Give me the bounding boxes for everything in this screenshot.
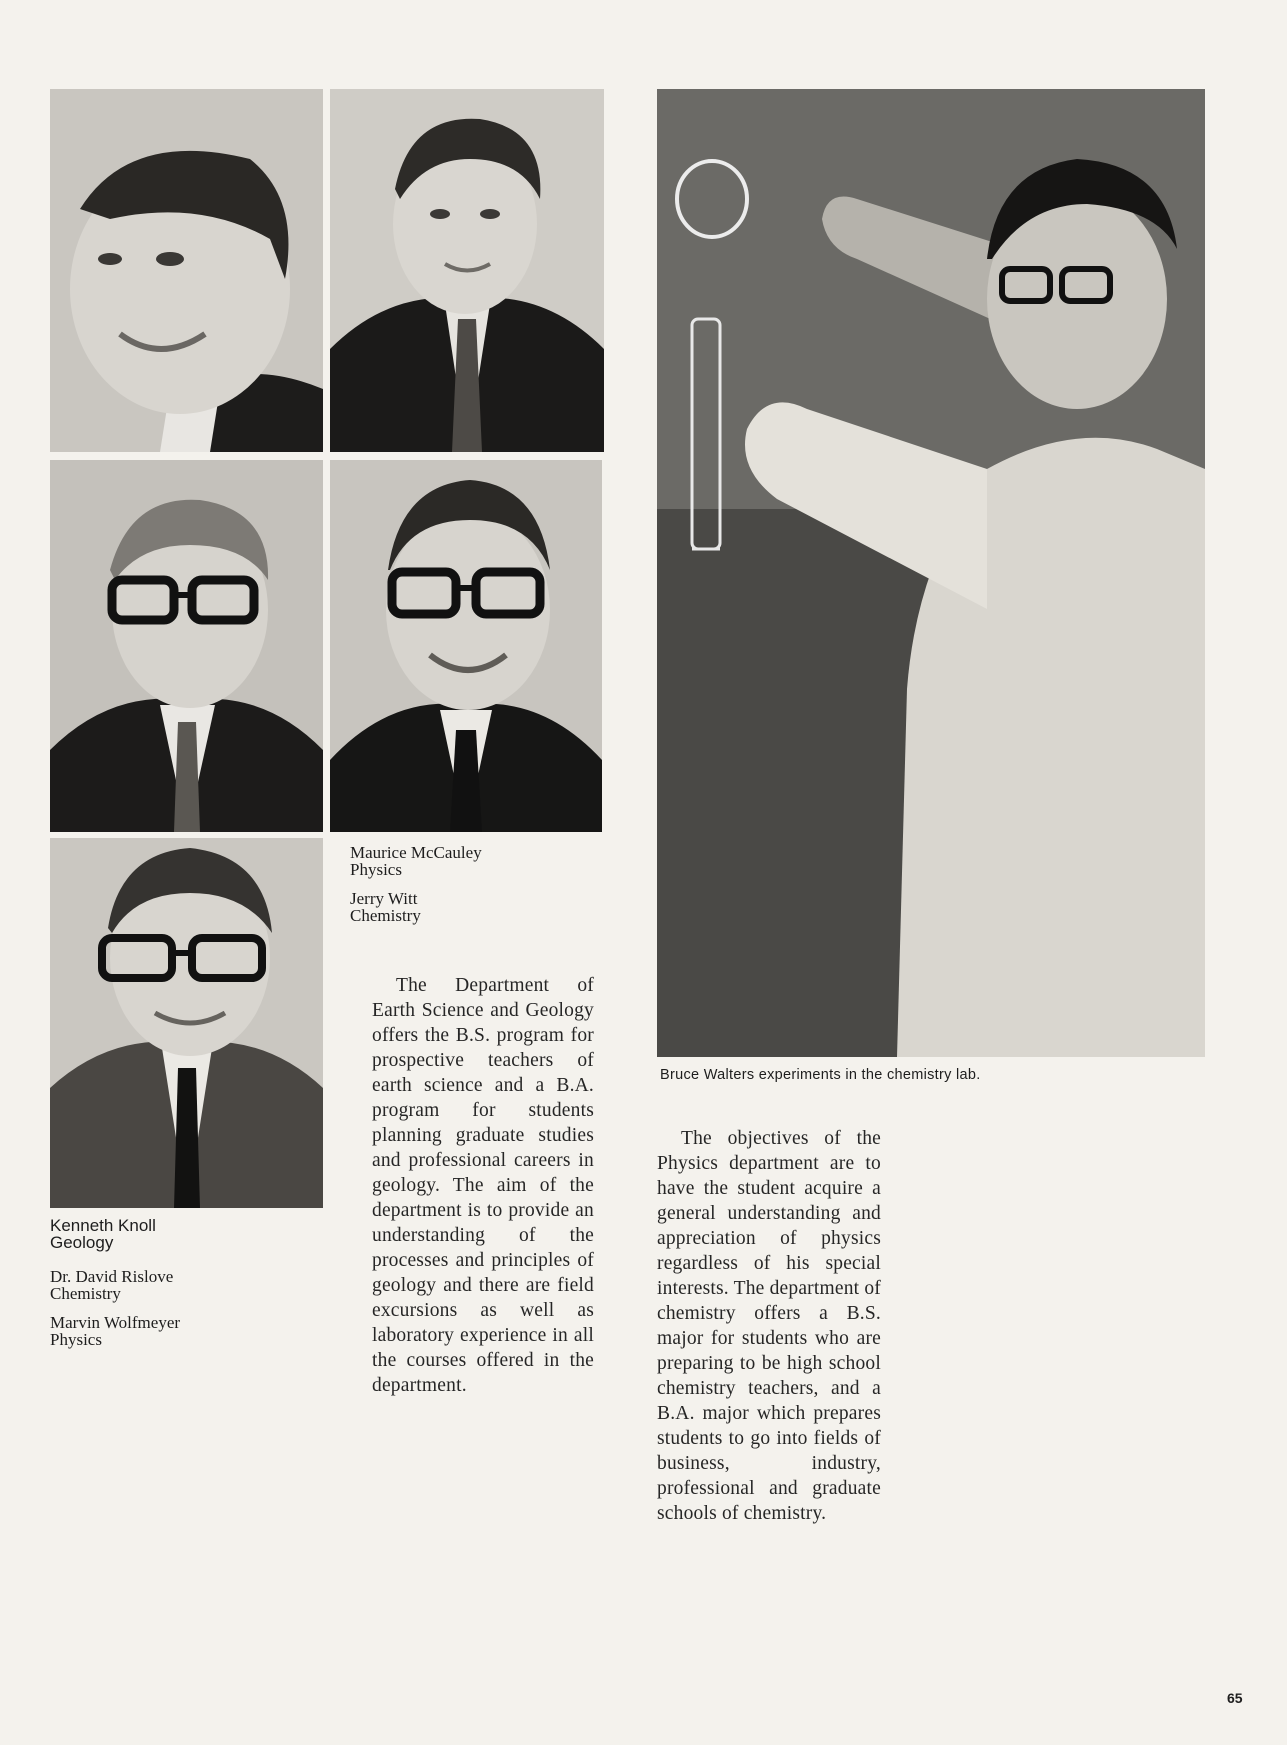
man-glasses-smiling-portrait-icon <box>330 460 602 832</box>
physics-paragraph <box>657 1126 881 1526</box>
portrait-photo-4 <box>330 460 602 832</box>
man-striped-tie-portrait-icon <box>330 89 604 452</box>
caption-item <box>50 1314 310 1348</box>
caption-item <box>50 1217 310 1251</box>
captions-right-group <box>350 844 600 936</box>
caption-item <box>350 844 600 878</box>
man-crew-cut-portrait-icon <box>50 89 323 452</box>
physics-text: The objectives of the Physics department are to have the student acquire a general understanding and appreciation of physics regardless of his special interests. The department of chemistry offers a B.S. major for students who are preparing to be high school chemistry teachers, and a B.A. major which prepares students to go into fields of business, industry, professional and graduate schools of chemistry. <box>657 1128 882 1524</box>
caption-item <box>50 1268 310 1302</box>
portrait-photo-3 <box>50 460 323 832</box>
man-glasses-portrait-icon <box>50 460 323 832</box>
caption-name: Maurice McCauley <box>350 843 482 862</box>
lab-photo-caption: Bruce Walters experiments in the chemistry lab. <box>660 1067 981 1083</box>
caption-name: Marvin Wolfmeyer <box>50 1313 181 1332</box>
portrait-photo-5 <box>50 838 323 1208</box>
caption-dept: Physics <box>350 860 402 879</box>
caption-dept: Physics <box>50 1330 102 1349</box>
chemist-with-flask-photo-icon <box>657 89 1205 1057</box>
page-number: 65 <box>1227 1690 1243 1706</box>
caption-dept: Geology <box>50 1233 114 1252</box>
caption-dept: Chemistry <box>50 1284 121 1303</box>
portrait-photo-2 <box>330 89 604 452</box>
caption-item <box>350 890 600 924</box>
caption-dept: Chemistry <box>350 906 421 925</box>
caption-name: Kenneth Knoll <box>50 1216 156 1235</box>
chemistry-lab-photo <box>657 89 1205 1057</box>
earth-science-paragraph <box>372 973 594 1398</box>
captions-left-group <box>50 1217 310 1263</box>
portrait-photo-1 <box>50 89 323 452</box>
man-glasses-tweed-portrait-icon <box>50 838 323 1208</box>
earth-science-text: The Department of Earth Science and Geology offers the B.S. program for prospective teachers of earth science and a B.A. program for students planning graduate studies and professional careers in geology. The aim of the department is to provide an understanding of the processes and principles of geology and there are field excursions as well as laboratory experience in all the courses offered in the department. <box>372 975 594 1396</box>
caption-name: Dr. David Rislove <box>50 1267 174 1286</box>
captions-left-group-2 <box>50 1268 310 1360</box>
caption-name: Jerry Witt <box>350 889 418 908</box>
